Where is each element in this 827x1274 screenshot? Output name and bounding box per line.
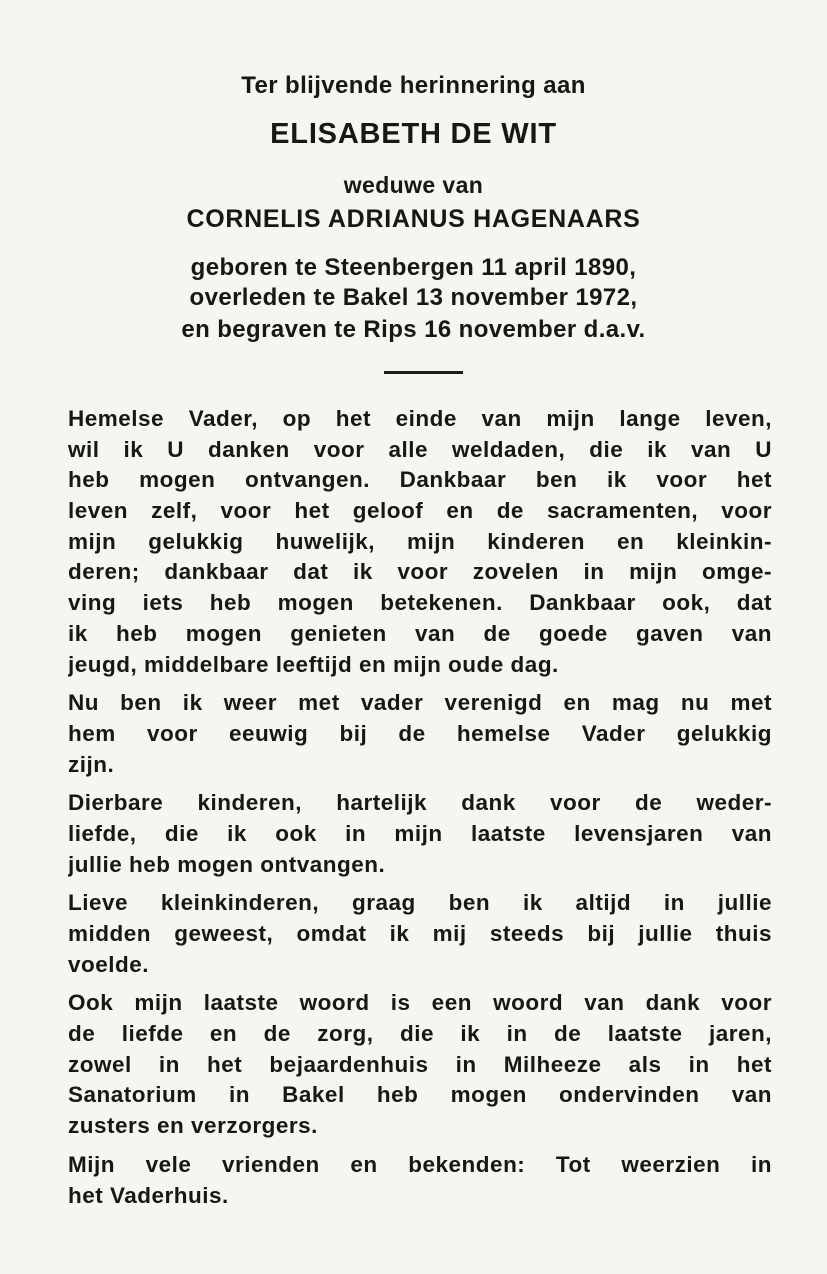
text-line: ving iets heb mogen betekenen. Dankbaar ook, dat bbox=[68, 590, 772, 616]
paragraph-last-word bbox=[68, 988, 772, 1141]
paragraph-grandchildren bbox=[68, 888, 772, 980]
text-line: zowel in het bejaardenhuis in Milheeze als in het bbox=[68, 1051, 772, 1077]
text-line: Nu ben ik weer met vader verenigd en mag nu met bbox=[68, 690, 772, 716]
text-line: liefde, die ik ook in mijn laatste levensjaren van bbox=[68, 820, 772, 846]
text-line: leven zelf, voor het geloof en de sacramenten, voor bbox=[68, 498, 772, 524]
intro-line: Ter blijvende herinnering aan bbox=[241, 72, 586, 99]
widow-of-line: weduwe van bbox=[343, 172, 484, 198]
husband-name: CORNELIS ADRIANUS HAGENAARS bbox=[186, 205, 641, 233]
text-line: Dierbare kinderen, hartelijk dank voor de weder- bbox=[68, 790, 772, 816]
text-line: Ook mijn laatste woord is een woord van dank voor bbox=[68, 990, 772, 1016]
divider-rule bbox=[384, 371, 463, 374]
text-line: Lieve kleinkinderen, graag ben ik altijd in jullie bbox=[68, 890, 772, 916]
text-line: ik heb mogen genieten van de goede gaven van bbox=[68, 620, 772, 646]
text-line: de liefde en de zorg, die ik in de laatste jaren, bbox=[68, 1021, 772, 1047]
paragraph-children bbox=[68, 788, 772, 880]
paragraph-reunited bbox=[68, 688, 772, 780]
text-line: zusters en verzorgers. bbox=[68, 1113, 318, 1139]
text-line: Mijn vele vrienden en bekenden: Tot weerzien in bbox=[68, 1151, 772, 1177]
text-line: Hemelse Vader, op het einde van mijn lange leven, bbox=[68, 406, 772, 431]
paragraph-gratitude bbox=[68, 404, 772, 680]
deceased-name: ELISABETH DE WIT bbox=[270, 118, 557, 150]
paragraph-friends bbox=[68, 1150, 772, 1211]
burial-line: en begraven te Rips 16 november d.a.v. bbox=[181, 316, 646, 343]
text-line: deren; dankbaar dat ik voor zovelen in mijn omge- bbox=[68, 559, 772, 585]
text-line: midden geweest, omdat ik mij steeds bij jullie thuis bbox=[68, 921, 772, 946]
death-line: overleden te Bakel 13 november 1972, bbox=[189, 284, 638, 311]
text-line: wil ik U danken voor alle weldaden, die ik van U bbox=[68, 436, 772, 462]
text-line: het Vaderhuis. bbox=[68, 1182, 229, 1208]
text-line: jeugd, middelbare leeftijd en mijn oude dag. bbox=[68, 651, 559, 677]
text-line: mijn gelukkig huwelijk, mijn kinderen en kleinkin- bbox=[68, 528, 772, 554]
text-line: jullie heb mogen ontvangen. bbox=[68, 851, 386, 877]
birth-line: geboren te Steenbergen 11 april 1890, bbox=[190, 254, 637, 281]
text-line: hem voor eeuwig bij de hemelse Vader gelukkig bbox=[68, 720, 772, 746]
text-line: voelde. bbox=[68, 951, 150, 977]
text-line: zijn. bbox=[68, 751, 115, 777]
prayer-text bbox=[68, 404, 772, 1219]
text-line: Sanatorium in Bakel heb mogen ondervinden van bbox=[68, 1082, 772, 1108]
text-line: heb mogen ontvangen. Dankbaar ben ik voor het bbox=[68, 467, 772, 493]
